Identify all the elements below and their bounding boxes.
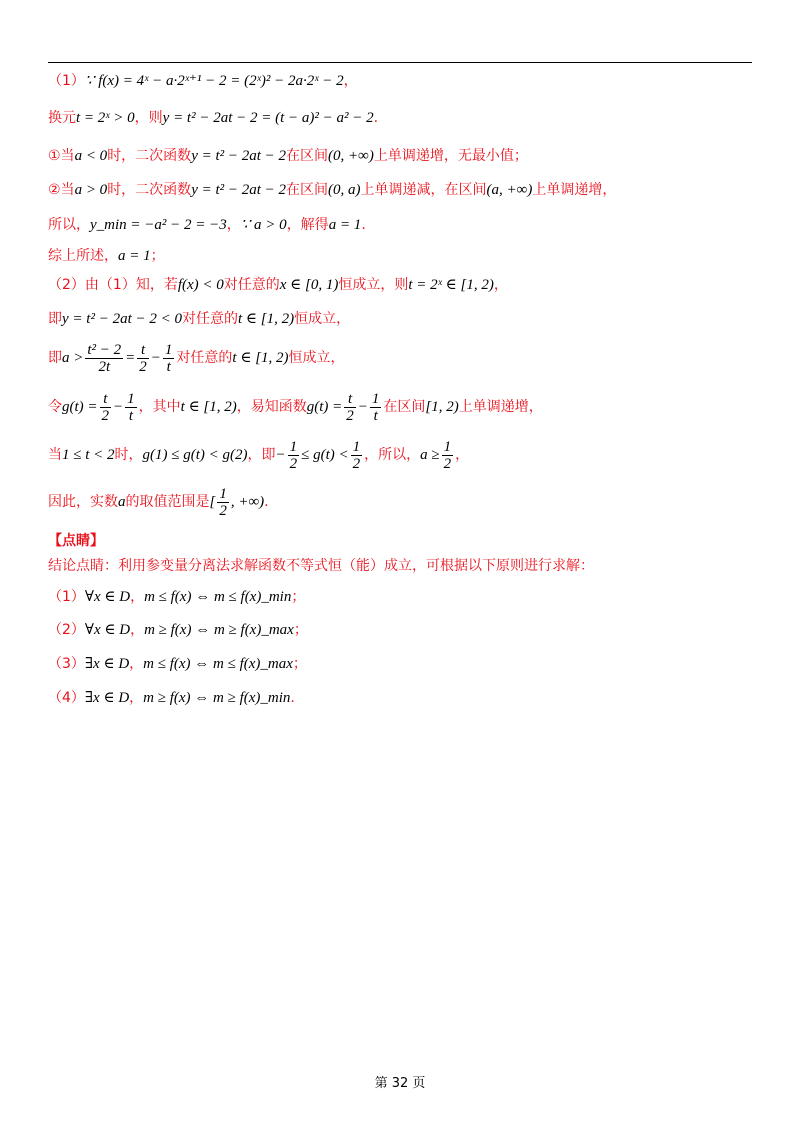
- text: ，: [455, 447, 470, 463]
- text: 对任意的: [176, 350, 233, 366]
- formula: =: [125, 350, 136, 366]
- denominator: 2t: [98, 358, 111, 375]
- denominator: t: [128, 407, 133, 424]
- numerator: t² − 2: [87, 341, 122, 358]
- formula: y = t² − 2at − 2: [191, 148, 287, 164]
- formula: [: [209, 494, 216, 510]
- fraction: [344, 391, 356, 424]
- text: 上单调递减，在区间: [360, 182, 487, 198]
- text: ，解得: [286, 217, 329, 233]
- numerator: 1: [219, 485, 227, 502]
- fraction: [125, 391, 137, 424]
- text: ，: [129, 656, 144, 672]
- text: ，: [130, 622, 145, 638]
- numerator: 1: [443, 438, 452, 455]
- text: 令: [48, 399, 62, 415]
- formula: y = t² − 2at − 2 < 0: [62, 311, 182, 327]
- formula: ∵ a > 0: [240, 217, 287, 233]
- rule-3: [48, 653, 752, 675]
- text: 时，二次函数: [107, 148, 192, 164]
- formula: −: [275, 447, 286, 463]
- numerator: t: [100, 391, 112, 408]
- formula: ≤ g(t) <: [301, 447, 349, 463]
- text: （4）: [48, 690, 85, 706]
- text: 当: [48, 447, 62, 463]
- denominator: 2: [219, 502, 227, 519]
- text: ；: [293, 622, 308, 638]
- formula: t = 2ˣ > 0: [76, 110, 135, 126]
- formula: 1 ≤ t < 2: [62, 447, 115, 463]
- text: ；: [291, 589, 306, 605]
- text: （1）: [48, 589, 85, 605]
- text: 上单调递增，: [532, 182, 617, 198]
- text: 恒成立，则: [338, 277, 409, 293]
- fraction: [100, 391, 112, 424]
- page-number: 第 32 页: [374, 1076, 426, 1091]
- formula: m ≤ f(x) ⇔ m ≤ f(x)_min: [144, 589, 292, 605]
- fraction: [217, 486, 229, 519]
- formula: t ∈ [1, 2): [237, 311, 295, 327]
- part-2-line-5: [48, 437, 752, 473]
- text: ，: [130, 589, 145, 605]
- fraction: [370, 391, 382, 424]
- text: ，其中: [138, 399, 181, 415]
- text: 恒成立，: [288, 350, 345, 366]
- denominator: 2: [139, 358, 147, 375]
- formula: , +∞): [230, 494, 265, 510]
- formula: a < 0: [74, 148, 108, 164]
- text: 【点睛】: [48, 533, 104, 549]
- formula: g(t) =: [62, 399, 98, 415]
- text: 因此，实数: [48, 494, 118, 510]
- text: ，: [129, 690, 144, 706]
- text: （1）: [48, 73, 85, 89]
- text: ，则: [134, 110, 163, 126]
- text: .: [264, 494, 269, 510]
- text: 对任意的: [181, 311, 238, 327]
- part-2-line-2: [48, 308, 752, 330]
- text: ；: [292, 656, 307, 672]
- formula: (0, +∞): [328, 148, 374, 164]
- text: 在区间: [286, 148, 329, 164]
- formula: t = 2ˣ ∈ [1, 2): [408, 277, 494, 293]
- text: ，所以，: [364, 447, 421, 463]
- denominator: t: [166, 358, 171, 375]
- formula: t ∈ [1, 2): [232, 350, 289, 366]
- formula: f(x) < 0: [177, 277, 224, 293]
- fraction: [442, 439, 454, 472]
- rule-1: [48, 586, 752, 608]
- formula: (a, +∞): [486, 182, 533, 198]
- formula: a ≥: [420, 447, 440, 463]
- text: .: [373, 110, 379, 126]
- text: 综上所述，: [48, 248, 118, 264]
- formula: m ≤ f(x) ⇔ m ≤ f(x)_max: [143, 656, 293, 672]
- text: 时，二次函数: [107, 182, 192, 198]
- text: ；: [150, 248, 165, 264]
- rule-4: [48, 687, 752, 709]
- text: 即: [48, 350, 62, 366]
- fraction: [85, 342, 123, 375]
- text: ，: [343, 73, 358, 89]
- text: 对任意的: [223, 277, 280, 293]
- formula: a = 1: [118, 248, 151, 264]
- formula: −: [150, 350, 161, 366]
- text: 即: [48, 311, 62, 327]
- part-2-line-1: [48, 274, 752, 296]
- text: .: [361, 217, 366, 233]
- text: 在区间: [286, 182, 329, 198]
- text: （2）由（1）知，若: [48, 277, 178, 293]
- text: 时，: [114, 447, 143, 463]
- numerator: t: [137, 342, 149, 359]
- formula: y = t² − 2at − 2 = (t − a)² − a² − 2: [162, 110, 374, 126]
- solution-line-1: [48, 70, 752, 92]
- denominator: 2: [443, 455, 452, 472]
- numerator: t: [344, 391, 356, 408]
- text: 上单调递增，无最小值；: [373, 148, 528, 164]
- header-rule: [48, 62, 752, 63]
- formula: a >: [62, 350, 84, 366]
- text: 在区间: [383, 399, 426, 415]
- text: （2）: [48, 622, 85, 638]
- part-2-line-3: [48, 340, 752, 376]
- denominator: 2: [101, 407, 110, 424]
- formula: −: [357, 399, 368, 415]
- formula: y_min = −a² − 2 = −3: [90, 217, 227, 233]
- text: ，: [226, 217, 241, 233]
- formula: (0, a): [328, 182, 361, 198]
- formula: m ≥ f(x) ⇔ m ≥ f(x)_min: [143, 690, 291, 706]
- formula: y = t² − 2at − 2: [191, 182, 287, 198]
- text: .: [290, 690, 295, 706]
- numerator: 1: [127, 390, 135, 407]
- text: ，: [493, 277, 508, 293]
- solution-line-6: [48, 245, 752, 267]
- formula: ∀x ∈ D: [84, 589, 131, 605]
- text: 所以，: [48, 217, 90, 233]
- formula: t ∈ [1, 2): [180, 399, 237, 415]
- text: ②当: [48, 182, 75, 198]
- formula: a: [118, 494, 126, 510]
- text: 恒成立，: [294, 311, 351, 327]
- formula: ∵ f(x) = 4ˣ − a·2ˣ⁺¹ − 2 = (2ˣ)² − 2a·2ˣ − 2: [84, 73, 344, 89]
- formula: ∃x ∈ D: [84, 690, 130, 706]
- text: 结论点睛：利用参变量分离法求解函数不等式恒（能）成立，可根据以下原则进行求解：: [48, 558, 594, 574]
- fraction: [137, 342, 149, 375]
- formula: g(1) ≤ g(t) < g(2): [142, 447, 248, 463]
- formula: a = 1: [328, 217, 362, 233]
- denominator: 2: [352, 455, 361, 472]
- formula: m ≥ f(x) ⇔ m ≥ f(x)_max: [144, 622, 294, 638]
- rule-2: [48, 619, 752, 641]
- denominator: 2: [289, 455, 298, 472]
- numerator: 1: [371, 390, 380, 407]
- text: ，即: [247, 447, 276, 463]
- formula: a > 0: [74, 182, 108, 198]
- text: （3）: [48, 656, 85, 672]
- numerator: 1: [164, 341, 173, 358]
- fraction: [288, 439, 300, 472]
- denominator: 2: [346, 407, 354, 424]
- solution-line-5: [48, 214, 752, 236]
- text: ，易知函数: [236, 399, 307, 415]
- fraction: [163, 342, 175, 375]
- conclusion-line: [48, 484, 752, 520]
- numerator: 1: [289, 438, 298, 455]
- part-2-line-4: [48, 389, 752, 425]
- numerator: 1: [352, 438, 361, 455]
- formula: ∃x ∈ D: [84, 656, 130, 672]
- formula: −: [113, 399, 124, 415]
- tip-summary: [48, 555, 752, 577]
- denominator: t: [373, 407, 378, 424]
- tip-heading: [48, 530, 752, 552]
- text: 换元: [48, 110, 76, 126]
- formula: x ∈ [0, 1): [279, 277, 339, 293]
- fraction: [351, 439, 363, 472]
- case-1-line: [48, 145, 752, 167]
- text: ①当: [48, 148, 75, 164]
- formula: [1, 2): [425, 399, 459, 415]
- case-2-line: [48, 179, 752, 201]
- formula: g(t) =: [306, 399, 343, 415]
- solution-line-2: [48, 107, 752, 129]
- formula: ∀x ∈ D: [84, 622, 131, 638]
- text: 上单调递增，: [458, 399, 543, 415]
- text: 的取值范围是: [125, 494, 210, 510]
